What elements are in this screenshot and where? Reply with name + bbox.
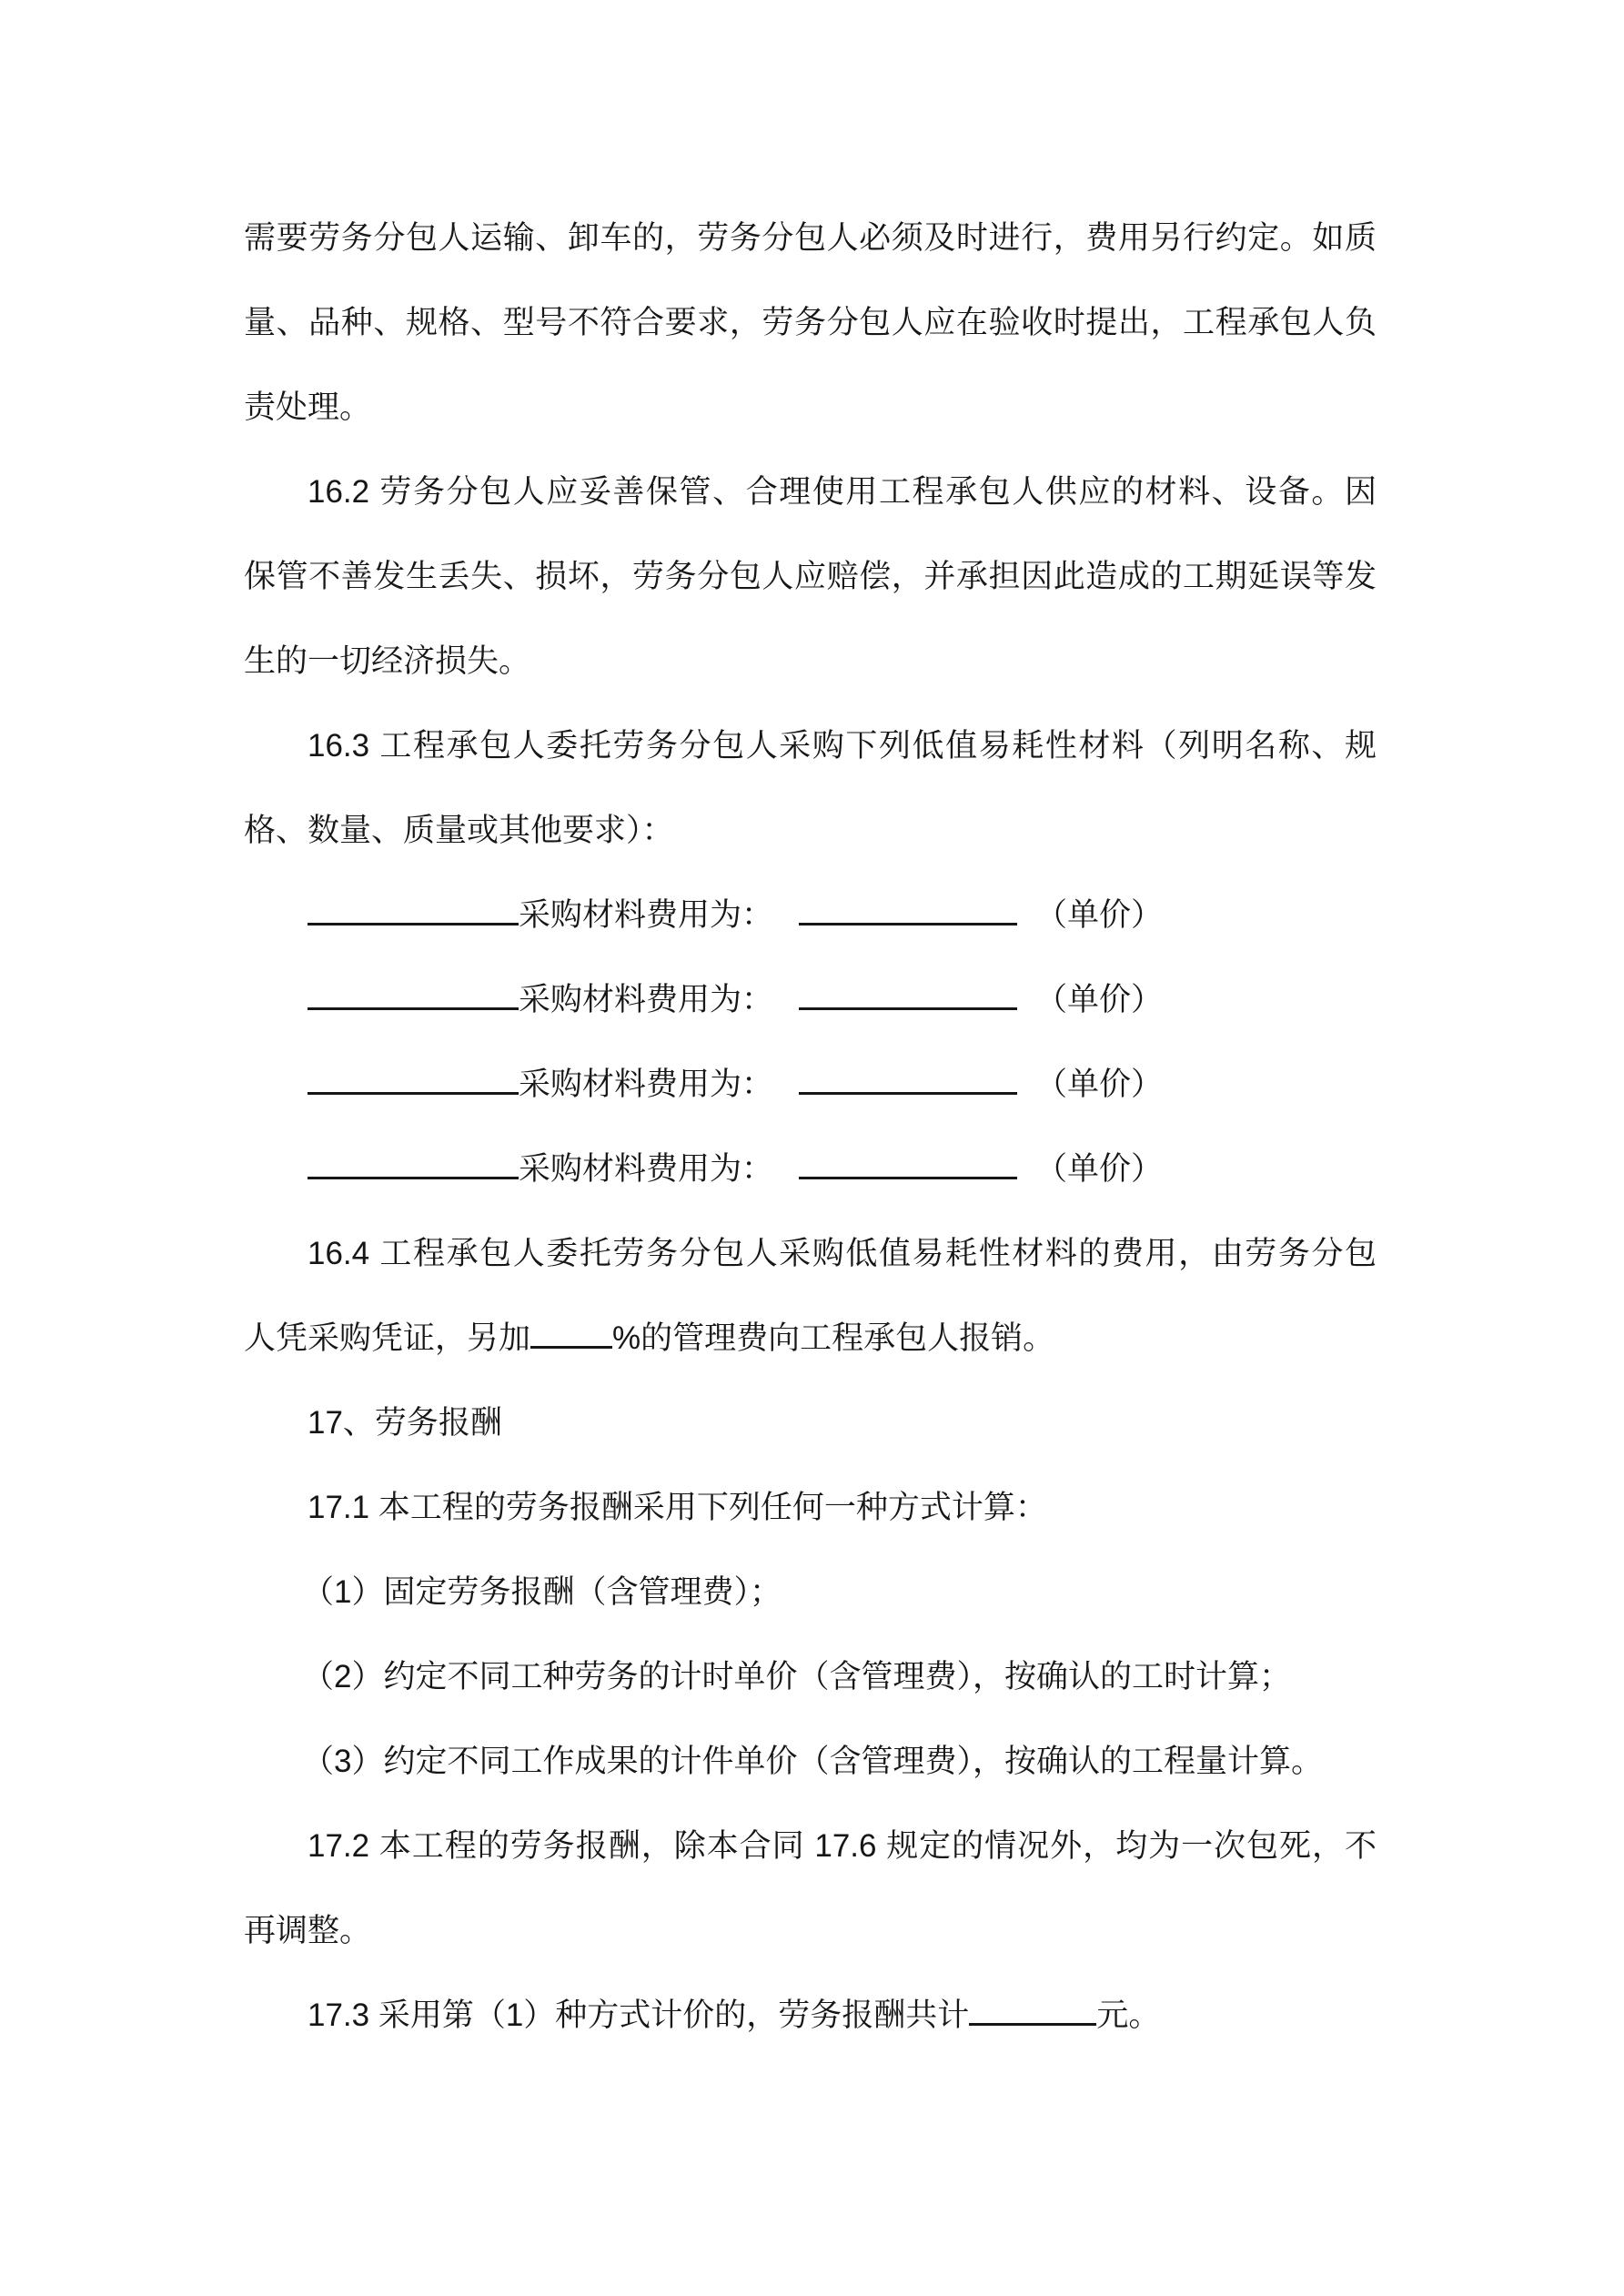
clause-17-3-line xyxy=(244,1973,1377,2058)
unit-price-label-2: （单价） xyxy=(1035,982,1164,1017)
unit-price-label-1: （单价） xyxy=(1035,897,1164,933)
unit-price-label-4: （单价） xyxy=(1035,1151,1164,1187)
clause-17-1-line: 17.1 本工程的劳务报酬采用下列任何一种方式计算： xyxy=(308,1490,1047,1525)
blank-material-cost-2 xyxy=(799,976,1017,1010)
paragraph-line: 需要劳务分包人运输、卸车的，劳务分包人必须及时进行，费用另行约定。如质 xyxy=(244,220,1377,256)
material-fill-row-2 xyxy=(244,957,1377,1042)
blank-material-cost-1 xyxy=(799,891,1017,925)
paragraph-line: 生的一切经济损失。 xyxy=(244,643,531,679)
clause-16-2-line: 16.2 劳务分包人应妥善保管、合理使用工程承包人供应的材料、设备。因 xyxy=(308,474,1377,510)
material-cost-label-1: 采购材料费用为： xyxy=(519,897,774,933)
unit-price-label-3: （单价） xyxy=(1035,1067,1164,1102)
paragraph-line: 再调整。 xyxy=(244,1913,372,1948)
material-fill-row-3 xyxy=(244,1042,1377,1127)
blank-total-remuneration xyxy=(969,1991,1096,2026)
blank-material-name-4 xyxy=(308,1145,519,1179)
clause-17-3-pre: 17.3 采用第（1）种方式计价的，劳务报酬共计 xyxy=(308,1998,970,2033)
blank-material-name-2 xyxy=(308,976,519,1010)
clause-17-3-post: 元。 xyxy=(1096,1998,1161,2033)
blank-management-fee-percent xyxy=(530,1314,612,1349)
material-cost-label-3: 采购材料费用为： xyxy=(519,1067,774,1102)
paragraph-line xyxy=(244,1296,1377,1381)
clause-17-2-line: 17.2 本工程的劳务报酬，除本合同 17.6 规定的情况外，均为一次包死，不 xyxy=(308,1828,1377,1864)
clause-16-4-continuation-post: %的管理费向工程承包人报销。 xyxy=(612,1320,1055,1356)
material-cost-label-2: 采购材料费用为： xyxy=(519,982,774,1017)
material-fill-row-4 xyxy=(244,1127,1377,1211)
blank-material-name-3 xyxy=(308,1060,519,1095)
paragraph-line: 量、品种、规格、型号不符合要求，劳务分包人应在验收时提出，工程承包人负 xyxy=(244,305,1377,340)
contract-text-block xyxy=(244,196,1377,2058)
blank-material-cost-4 xyxy=(799,1145,1017,1179)
paragraph-line: 格、数量、质量或其他要求）： xyxy=(244,813,674,848)
clause-16-4-continuation-pre: 人凭采购凭证，另加 xyxy=(244,1320,531,1356)
clause-16-3-line: 16.3 工程承包人委托劳务分包人采购下列低值易耗性材料（列明名称、规 xyxy=(308,728,1377,764)
option-1-line: （1）固定劳务报酬（含管理费）； xyxy=(302,1574,782,1610)
blank-material-name-1 xyxy=(308,891,519,925)
option-3-line: （3）约定不同工作成果的计件单价（含管理费），按确认的工程量计算。 xyxy=(302,1744,1323,1779)
clause-16-4-line: 16.4 工程承包人委托劳务分包人采购低值易耗性材料的费用，由劳务分包 xyxy=(308,1236,1377,1271)
blank-material-cost-3 xyxy=(799,1060,1017,1095)
material-cost-label-4: 采购材料费用为： xyxy=(519,1151,774,1187)
option-2-line: （2）约定不同工种劳务的计时单价（含管理费），按确认的工时计算； xyxy=(302,1659,1291,1694)
material-fill-row-1 xyxy=(244,873,1377,957)
paragraph-line: 保管不善发生丢失、损坏，劳务分包人应赔偿，并承担因此造成的工期延误等发 xyxy=(244,559,1377,594)
section-17-heading: 17、劳务报酬 xyxy=(308,1405,502,1441)
paragraph-line: 责处理。 xyxy=(244,389,372,425)
